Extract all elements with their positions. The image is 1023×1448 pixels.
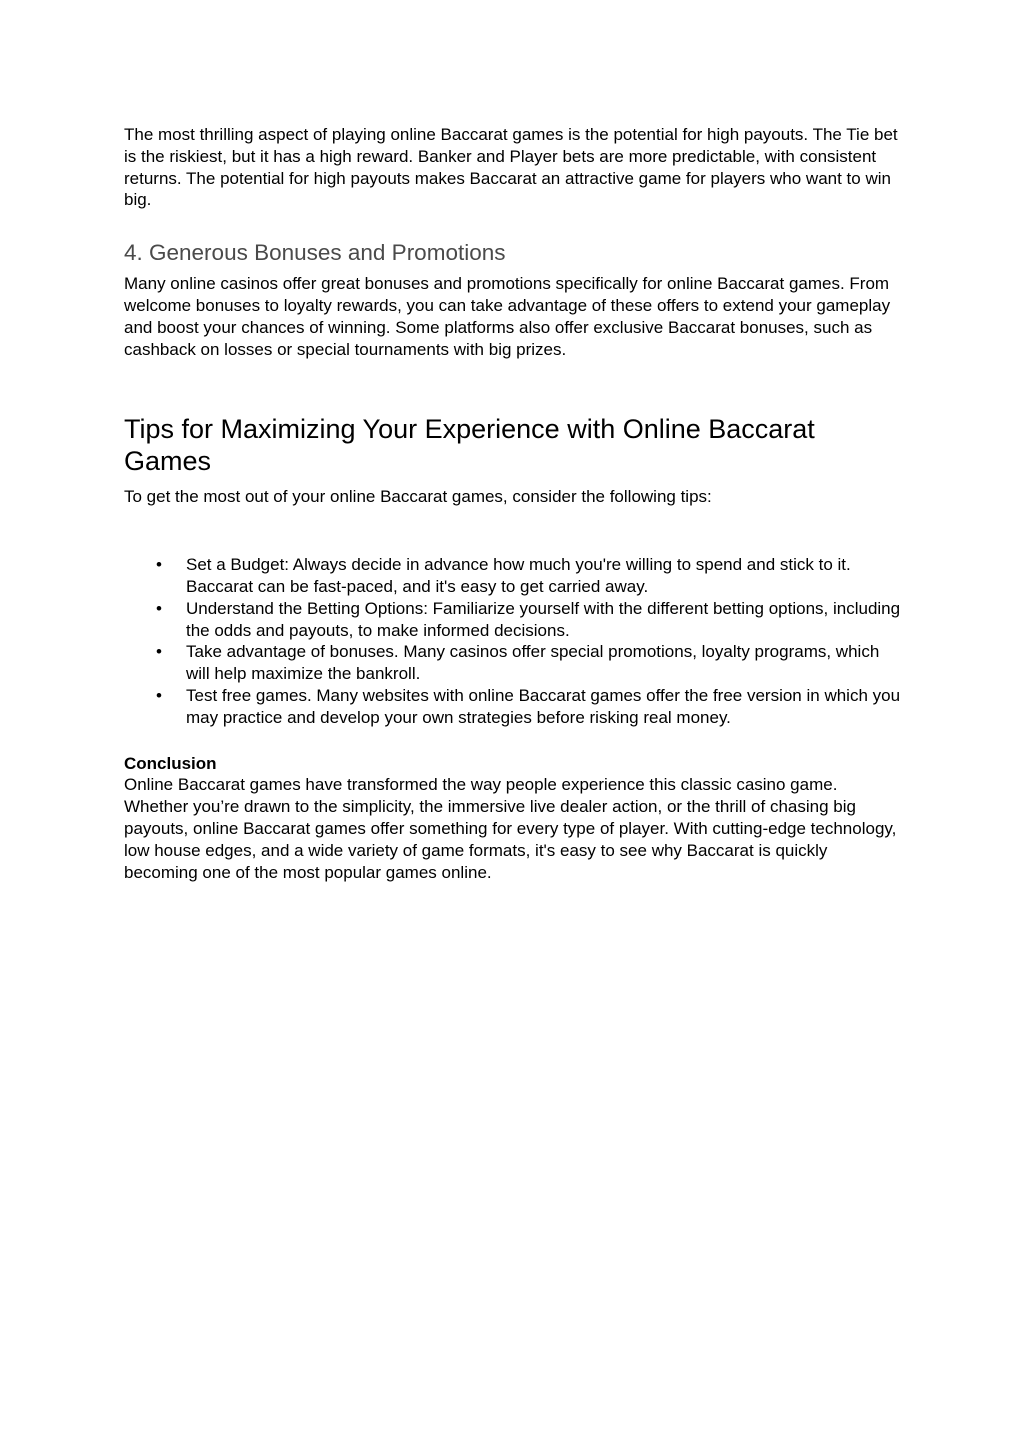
tips-intro-paragraph: To get the most out of your online Baccarat games, consider the following tips: — [124, 487, 712, 507]
list-item — [156, 554, 904, 598]
conclusion-paragraph: Online Baccarat games have transformed the way people experience this classic casino game. Whether you’re drawn to the simplicity, the immersive live dealer action, or the thrill of chasing big payouts, online Baccarat games offer something for every type of player. With cutting-edge technology, low house edges, and a wide variety of game formats, it's easy to see why Baccarat is quickly becoming one of the most popular games online. — [124, 775, 897, 882]
tips-heading: Tips for Maximizing Your Experience with Online Baccarat Games — [124, 414, 815, 476]
bullet-icon: • — [156, 555, 162, 575]
list-item-text: Understand the Betting Options: Familiarize yourself with the different betting options, including the odds and payouts, to make informed decisions. — [186, 598, 901, 640]
list-item-text: Test free games. Many websites with online Baccarat games offer the free version in which you may practice and develop your own strategies before risking real money. — [186, 685, 901, 727]
bonuses-heading: 4. Generous Bonuses and Promotions — [124, 240, 506, 266]
bonuses-paragraph: Many online casinos offer great bonuses and promotions specifically for online Baccarat games. From welcome bonuses to loyalty rewards, you can take advantage of these offers to extend your gameplay and boost your chances of winning. Some platforms also offer exclusive Baccarat bonuses, such as cashback on losses or special tournaments with big prizes. — [124, 274, 891, 359]
list-item — [156, 641, 904, 685]
document-page — [124, 124, 904, 883]
intro-paragraph: The most thrilling aspect of playing online Baccarat games is the potential for high payouts. The Tie bet is the riskiest, but it has a high reward. Banker and Player bets are more predictable, with consistent returns. The potential for high payouts makes Baccarat an attractive game for players who want to win big. — [124, 125, 898, 210]
bullet-icon: • — [156, 642, 162, 662]
bullet-icon: • — [156, 685, 162, 705]
list-item — [156, 598, 904, 642]
list-item — [156, 685, 904, 729]
tips-list — [124, 554, 904, 728]
list-item-text: Take advantage of bonuses. Many casinos offer special promotions, loyalty programs, which will help maximize the bankroll. — [186, 642, 880, 684]
conclusion-title: Conclusion — [124, 753, 217, 773]
list-item-text: Set a Budget: Always decide in advance how much you're willing to spend and stick to it. Baccarat can be fast-paced, and it's easy to get carried away. — [186, 555, 851, 596]
bullet-icon: • — [156, 598, 162, 618]
